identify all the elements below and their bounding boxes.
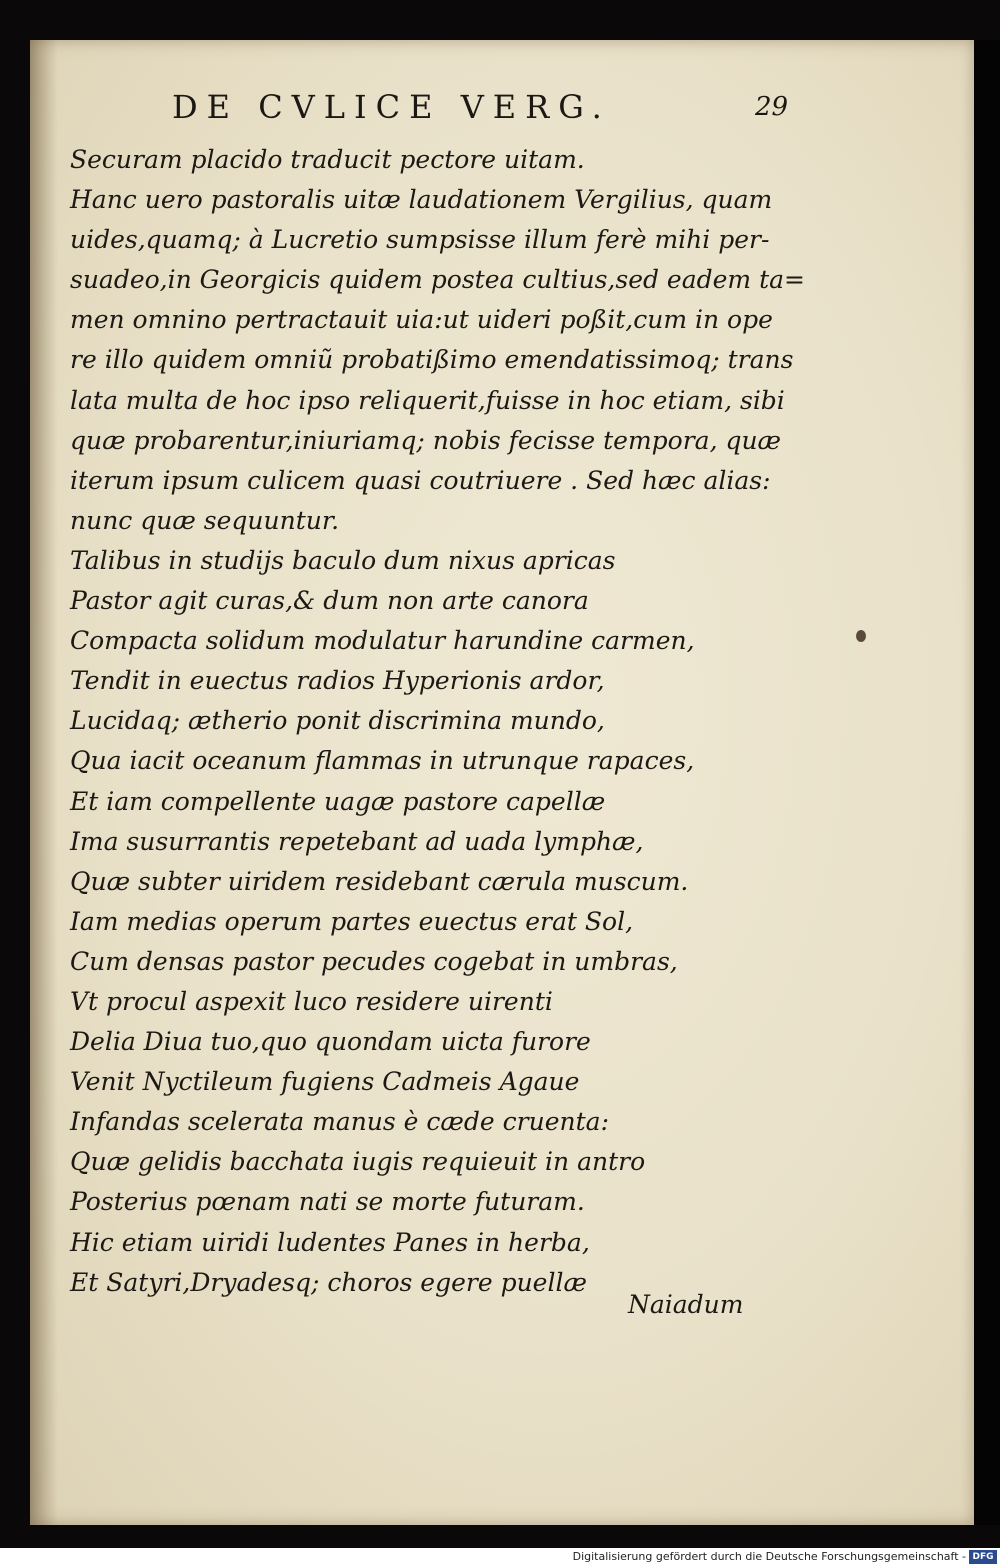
text-line: suadeo,in Georgicis quidem postea cultius,sed eadem ta= <box>70 265 805 295</box>
verse-line: Quæ gelidis bacchata iugis requieuit in antro <box>70 1147 646 1177</box>
verse-line: Posterius pœnam nati se morte futuram. <box>70 1187 585 1217</box>
verse-line: Pastor agit curas,& dum non arte canora <box>70 586 589 616</box>
verse-line: Compacta solidum modulatur harundine carmen, <box>70 626 695 656</box>
ink-spot <box>856 630 866 642</box>
text-line: re illo quidem omniũ probatißimo emendatissimoq; trans <box>70 345 794 375</box>
verse-line: Et iam compellente uagæ pastore capellæ <box>70 786 606 816</box>
page-number: 29 <box>755 92 789 122</box>
verse-line: Hic etiam uiridi ludentes Panes in herba, <box>70 1227 590 1257</box>
verse-line: Iam medias operum partes euectus erat Sol, <box>70 906 634 936</box>
text-line: iterum ipsum culicem quasi coutriuere . Sed hæc alias: <box>70 465 771 495</box>
verse-line: Lucidaq; ætherio ponit discrimina mundo, <box>70 706 605 736</box>
page-edge <box>974 40 1000 1525</box>
text-line: Hanc uero pastoralis uitæ laudationem Vergilius, quam <box>70 185 773 215</box>
verse-line: Delia Diua tuo,quo quondam uicta furore <box>70 1027 591 1057</box>
text-line: nunc quæ sequuntur. <box>70 505 340 535</box>
verse-line: Talibus in studijs baculo dum nixus apricas <box>70 545 616 575</box>
running-head: DE CVLICE VERG. <box>172 88 611 126</box>
text-line: uides,quamq; à Lucretio sumpsisse illum ferè mihi per- <box>70 225 770 255</box>
verse-line: Qua iacit oceanum flammas in utrunque rapaces, <box>70 746 695 776</box>
verse-line: Infandas scelerata manus è cæde cruenta: <box>70 1107 609 1137</box>
footer-bar <box>0 1548 1000 1567</box>
verse-line: Venit Nyctileum fugiens Cadmeis Agaue <box>70 1067 580 1097</box>
verse-line: Quæ subter uiridem residebant cærula muscum. <box>70 866 689 896</box>
dfg-logo: DFG <box>969 1550 997 1564</box>
text-line: quæ probarentur,iniuriamq; nobis fecisse tempora, quæ <box>70 425 782 455</box>
verse-line: Cum densas pastor pecudes cogebat in umbras, <box>70 946 678 976</box>
verse-line: Ima susurrantis repetebant ad uada lymphæ, <box>70 826 644 856</box>
verse-line: Vt procul aspexit luco residere uirenti <box>70 986 553 1016</box>
text-block <box>70 140 805 1303</box>
gutter-shadow <box>30 40 58 1525</box>
text-line: men omnino pertractauit uia:ut uideri poßit,cum in ope <box>70 305 773 335</box>
funding-credit: Digitalisierung gefördert durch die Deutsche Forschungsgemeinschaft - <box>572 1550 966 1563</box>
catchword: Naiadum <box>628 1290 744 1319</box>
text-line: lata multa de hoc ipso reliquerit,fuisse in hoc etiam, sibi <box>70 385 785 415</box>
text-line: Securam placido traducit pectore uitam. <box>70 145 585 174</box>
verse-line: Et Satyri,Dryadesq; choros egere puellæ <box>70 1267 587 1297</box>
verse-line: Tendit in euectus radios Hyperionis ardor, <box>70 666 605 696</box>
